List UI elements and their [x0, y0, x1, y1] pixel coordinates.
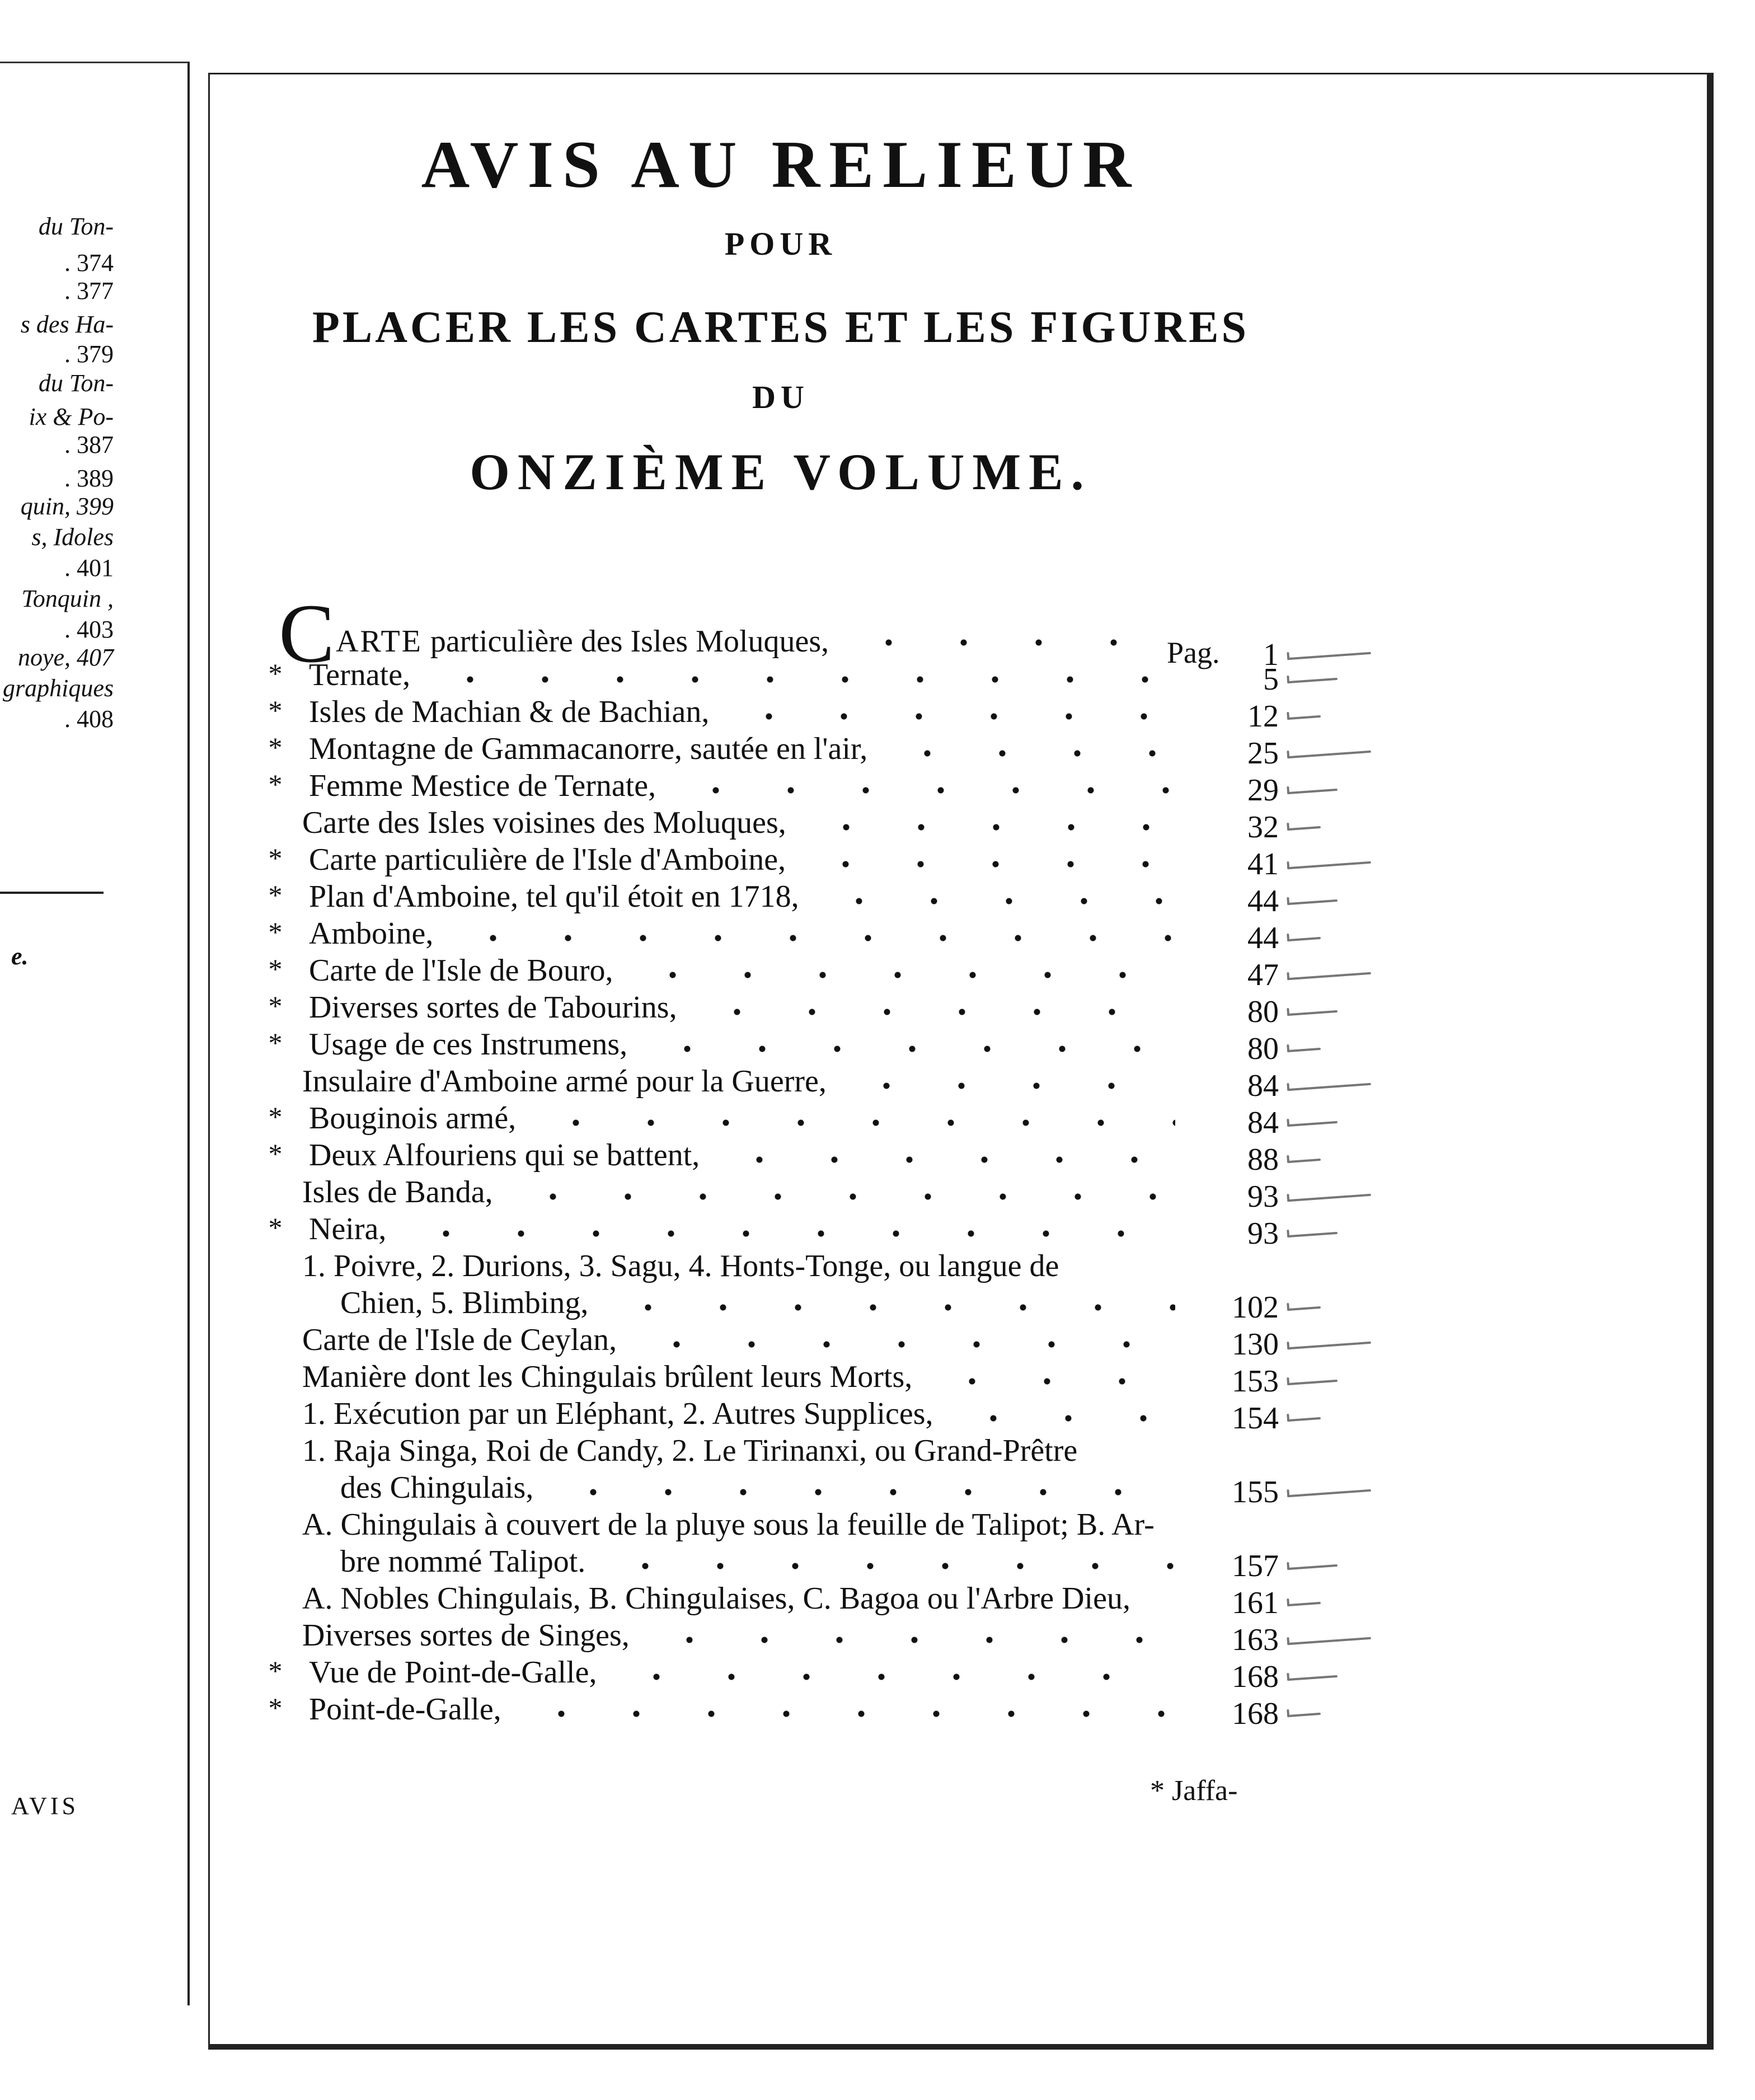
leader-dots	[409, 1230, 1175, 1237]
entry-title-smallcaps: ARTE	[336, 624, 423, 659]
previous-page-line: du Ton-	[38, 369, 114, 397]
page-number: 80	[1247, 995, 1279, 1029]
leader-dots	[635, 972, 1175, 978]
page-number: 93	[1247, 1216, 1279, 1251]
entry-title: A. Chingulais à couvert de la pluye sous la feuille de Talipot; B. Ar-	[302, 1507, 1155, 1542]
asterisk-mark: *	[268, 879, 283, 911]
entry-title: Point-de-Galle,	[309, 1692, 501, 1727]
entry-title: Usage de ces Instrumens,	[309, 1027, 628, 1062]
entry-title-continued: bre nommé Talipot.	[340, 1544, 586, 1579]
previous-page-catchword: AVIS	[11, 1792, 79, 1820]
asterisk-mark: *	[268, 953, 283, 985]
leader-dots	[935, 1378, 1175, 1385]
previous-page-line: . 377	[64, 277, 114, 304]
previous-page-line: s, Idoles	[31, 523, 114, 551]
asterisk-mark: *	[268, 1138, 283, 1169]
previous-page-line: du Ton-	[38, 213, 114, 240]
previous-page-line: quin, 399	[20, 493, 114, 520]
entry-title: 1. Raja Singa, Roi de Candy, 2. Le Tirinanxi, ou Grand-Prêtre	[302, 1433, 1078, 1468]
asterisk-mark: *	[268, 1101, 283, 1132]
leader-dots	[700, 1009, 1175, 1015]
page-number: 47	[1247, 958, 1279, 992]
page-number: 12	[1247, 699, 1279, 734]
entry-title: Femme Mestice de Ternate,	[309, 768, 656, 803]
page-number: 154	[1232, 1401, 1279, 1436]
page-number: 80	[1247, 1032, 1279, 1066]
previous-page-line: noye, 407	[17, 644, 114, 671]
page-number: 155	[1232, 1475, 1279, 1510]
page-number: 25	[1247, 736, 1279, 771]
page-number: 130	[1232, 1327, 1279, 1362]
subheading-pour: POUR	[724, 226, 837, 262]
entry-title: Insulaire d'Amboine armé pour la Guerre,	[302, 1064, 827, 1099]
previous-page-line: graphiques	[3, 674, 114, 702]
previous-page-fragment: e.	[11, 943, 29, 970]
entry-title: Montagne de Gammacanorre, sautée en l'air,	[309, 732, 868, 766]
page-number: 153	[1232, 1364, 1279, 1399]
asterisk-mark: *	[268, 658, 283, 689]
previous-page-line: . 379	[64, 340, 114, 368]
leader-dots	[851, 639, 1153, 646]
entry-title: A. Nobles Chingulais, B. Chingulaises, C. Bagoa ou l'Arbre Dieu,	[302, 1581, 1130, 1616]
asterisk-mark: *	[268, 1655, 283, 1686]
page-number: 32	[1247, 810, 1279, 845]
entry-title: Carte des Isles voisines des Moluques,	[302, 805, 786, 840]
leader-dots	[822, 898, 1175, 904]
leader-dots	[722, 1156, 1175, 1163]
previous-page-line: . 387	[64, 431, 114, 458]
page-number: 161	[1232, 1586, 1279, 1620]
page-number: 163	[1232, 1623, 1279, 1657]
leader-dots	[556, 1489, 1175, 1496]
asterisk-mark: *	[268, 695, 283, 726]
asterisk-mark: *	[268, 1212, 283, 1243]
asterisk-mark: *	[268, 1027, 283, 1058]
entry-title: Bouginois armé,	[309, 1101, 517, 1136]
catchword: * Jaffa-	[1150, 1775, 1238, 1807]
asterisk-mark: *	[268, 842, 283, 874]
entry-title: Ternate,	[309, 658, 411, 692]
previous-page-line: . 389	[64, 465, 114, 492]
page-number: 102	[1232, 1290, 1279, 1325]
page-number: 157	[1232, 1549, 1279, 1583]
entry-title: Carte de l'Isle de Ceylan,	[302, 1323, 617, 1357]
previous-page-line: . 403	[64, 616, 114, 643]
previous-page-line: . 401	[64, 554, 114, 582]
page-number: 44	[1247, 884, 1279, 918]
entry-title-rest: particulière des Isles Moluques,	[422, 624, 829, 659]
entry-title: Carte particulière de l'Isle d'Amboine,	[309, 842, 786, 877]
asterisk-mark: *	[268, 1692, 283, 1723]
page-number: 168	[1232, 1660, 1279, 1694]
asterisk-mark: *	[268, 768, 283, 800]
leader-dots	[524, 1710, 1175, 1717]
page-number: 84	[1247, 1068, 1279, 1103]
leader-dots	[808, 861, 1175, 868]
page-column-label: Pag.	[1167, 636, 1220, 669]
page-number: 168	[1232, 1696, 1279, 1731]
leader-dots	[652, 1637, 1175, 1643]
entry-title: Deux Alfouriens qui se battent,	[309, 1138, 700, 1173]
page-number: 5	[1263, 662, 1279, 697]
leader-dots	[538, 1119, 1175, 1126]
previous-page-line: Tonquin ,	[21, 585, 114, 612]
asterisk-mark: *	[268, 990, 283, 1021]
entry-title: Isles de Banda,	[302, 1175, 493, 1210]
page-title: AVIS AU RELIEUR	[421, 127, 1141, 201]
leader-dots	[619, 1674, 1175, 1680]
leader-dots	[956, 1415, 1175, 1422]
entry-title-continued: Chien, 5. Blimbing,	[340, 1286, 589, 1320]
leader-dots	[639, 1341, 1175, 1348]
entry-title-continued: des Chingulais,	[340, 1470, 534, 1505]
previous-page-line: ix & Po-	[29, 403, 114, 430]
leader-dots	[890, 750, 1175, 757]
leader-dots	[611, 1304, 1175, 1311]
previous-page-line: s des Ha-	[20, 311, 114, 338]
page-number: 41	[1247, 847, 1279, 882]
page-subtitle: PLACER LES CARTES ET LES FIGURES	[312, 303, 1249, 352]
entry-title: Diverses sortes de Singes,	[302, 1618, 630, 1653]
page-number: 29	[1247, 773, 1279, 808]
entry-title: Carte de l'Isle de Bouro,	[309, 953, 613, 988]
entry-title: Isles de Machian & de Bachian,	[309, 695, 710, 729]
entry-title: 1. Poivre, 2. Durions, 3. Sagu, 4. Honts-Tonge, ou langue de	[302, 1249, 1059, 1283]
entry-title: Manière dont les Chingulais brûlent leurs Morts,	[302, 1360, 913, 1394]
leader-dots	[650, 1046, 1175, 1052]
leader-dots	[433, 676, 1175, 683]
entry-title: Amboine,	[309, 916, 434, 951]
drop-cap: C	[279, 587, 335, 680]
page-number: 1	[1263, 638, 1279, 672]
leader-dots	[515, 1193, 1175, 1200]
entry-title: Neira,	[309, 1212, 387, 1246]
leader-dots	[678, 787, 1175, 794]
previous-page-line: . 408	[64, 705, 114, 733]
leader-dots	[456, 935, 1175, 941]
leader-dots	[731, 713, 1175, 720]
leader-dots	[849, 1082, 1175, 1089]
page-number: 88	[1247, 1142, 1279, 1177]
leader-dots	[608, 1563, 1175, 1569]
subheading-du: DU	[752, 379, 809, 415]
volume-heading: ONZIÈME VOLUME.	[470, 443, 1092, 500]
previous-page-line: . 374	[64, 249, 114, 276]
entry-title: Plan d'Amboine, tel qu'il étoit en 1718,	[309, 879, 799, 914]
asterisk-mark: *	[268, 732, 283, 763]
entry-title: Vue de Point-de-Galle,	[309, 1655, 597, 1690]
entry-title: Diverses sortes de Tabourins,	[309, 990, 677, 1025]
page-number: 44	[1247, 921, 1279, 955]
page-number: 93	[1247, 1179, 1279, 1214]
entry-title: 1. Exécution par un Eléphant, 2. Autres Supplices,	[302, 1396, 933, 1431]
leader-dots	[809, 824, 1175, 831]
page-number: 84	[1247, 1105, 1279, 1140]
asterisk-mark: *	[268, 916, 283, 948]
